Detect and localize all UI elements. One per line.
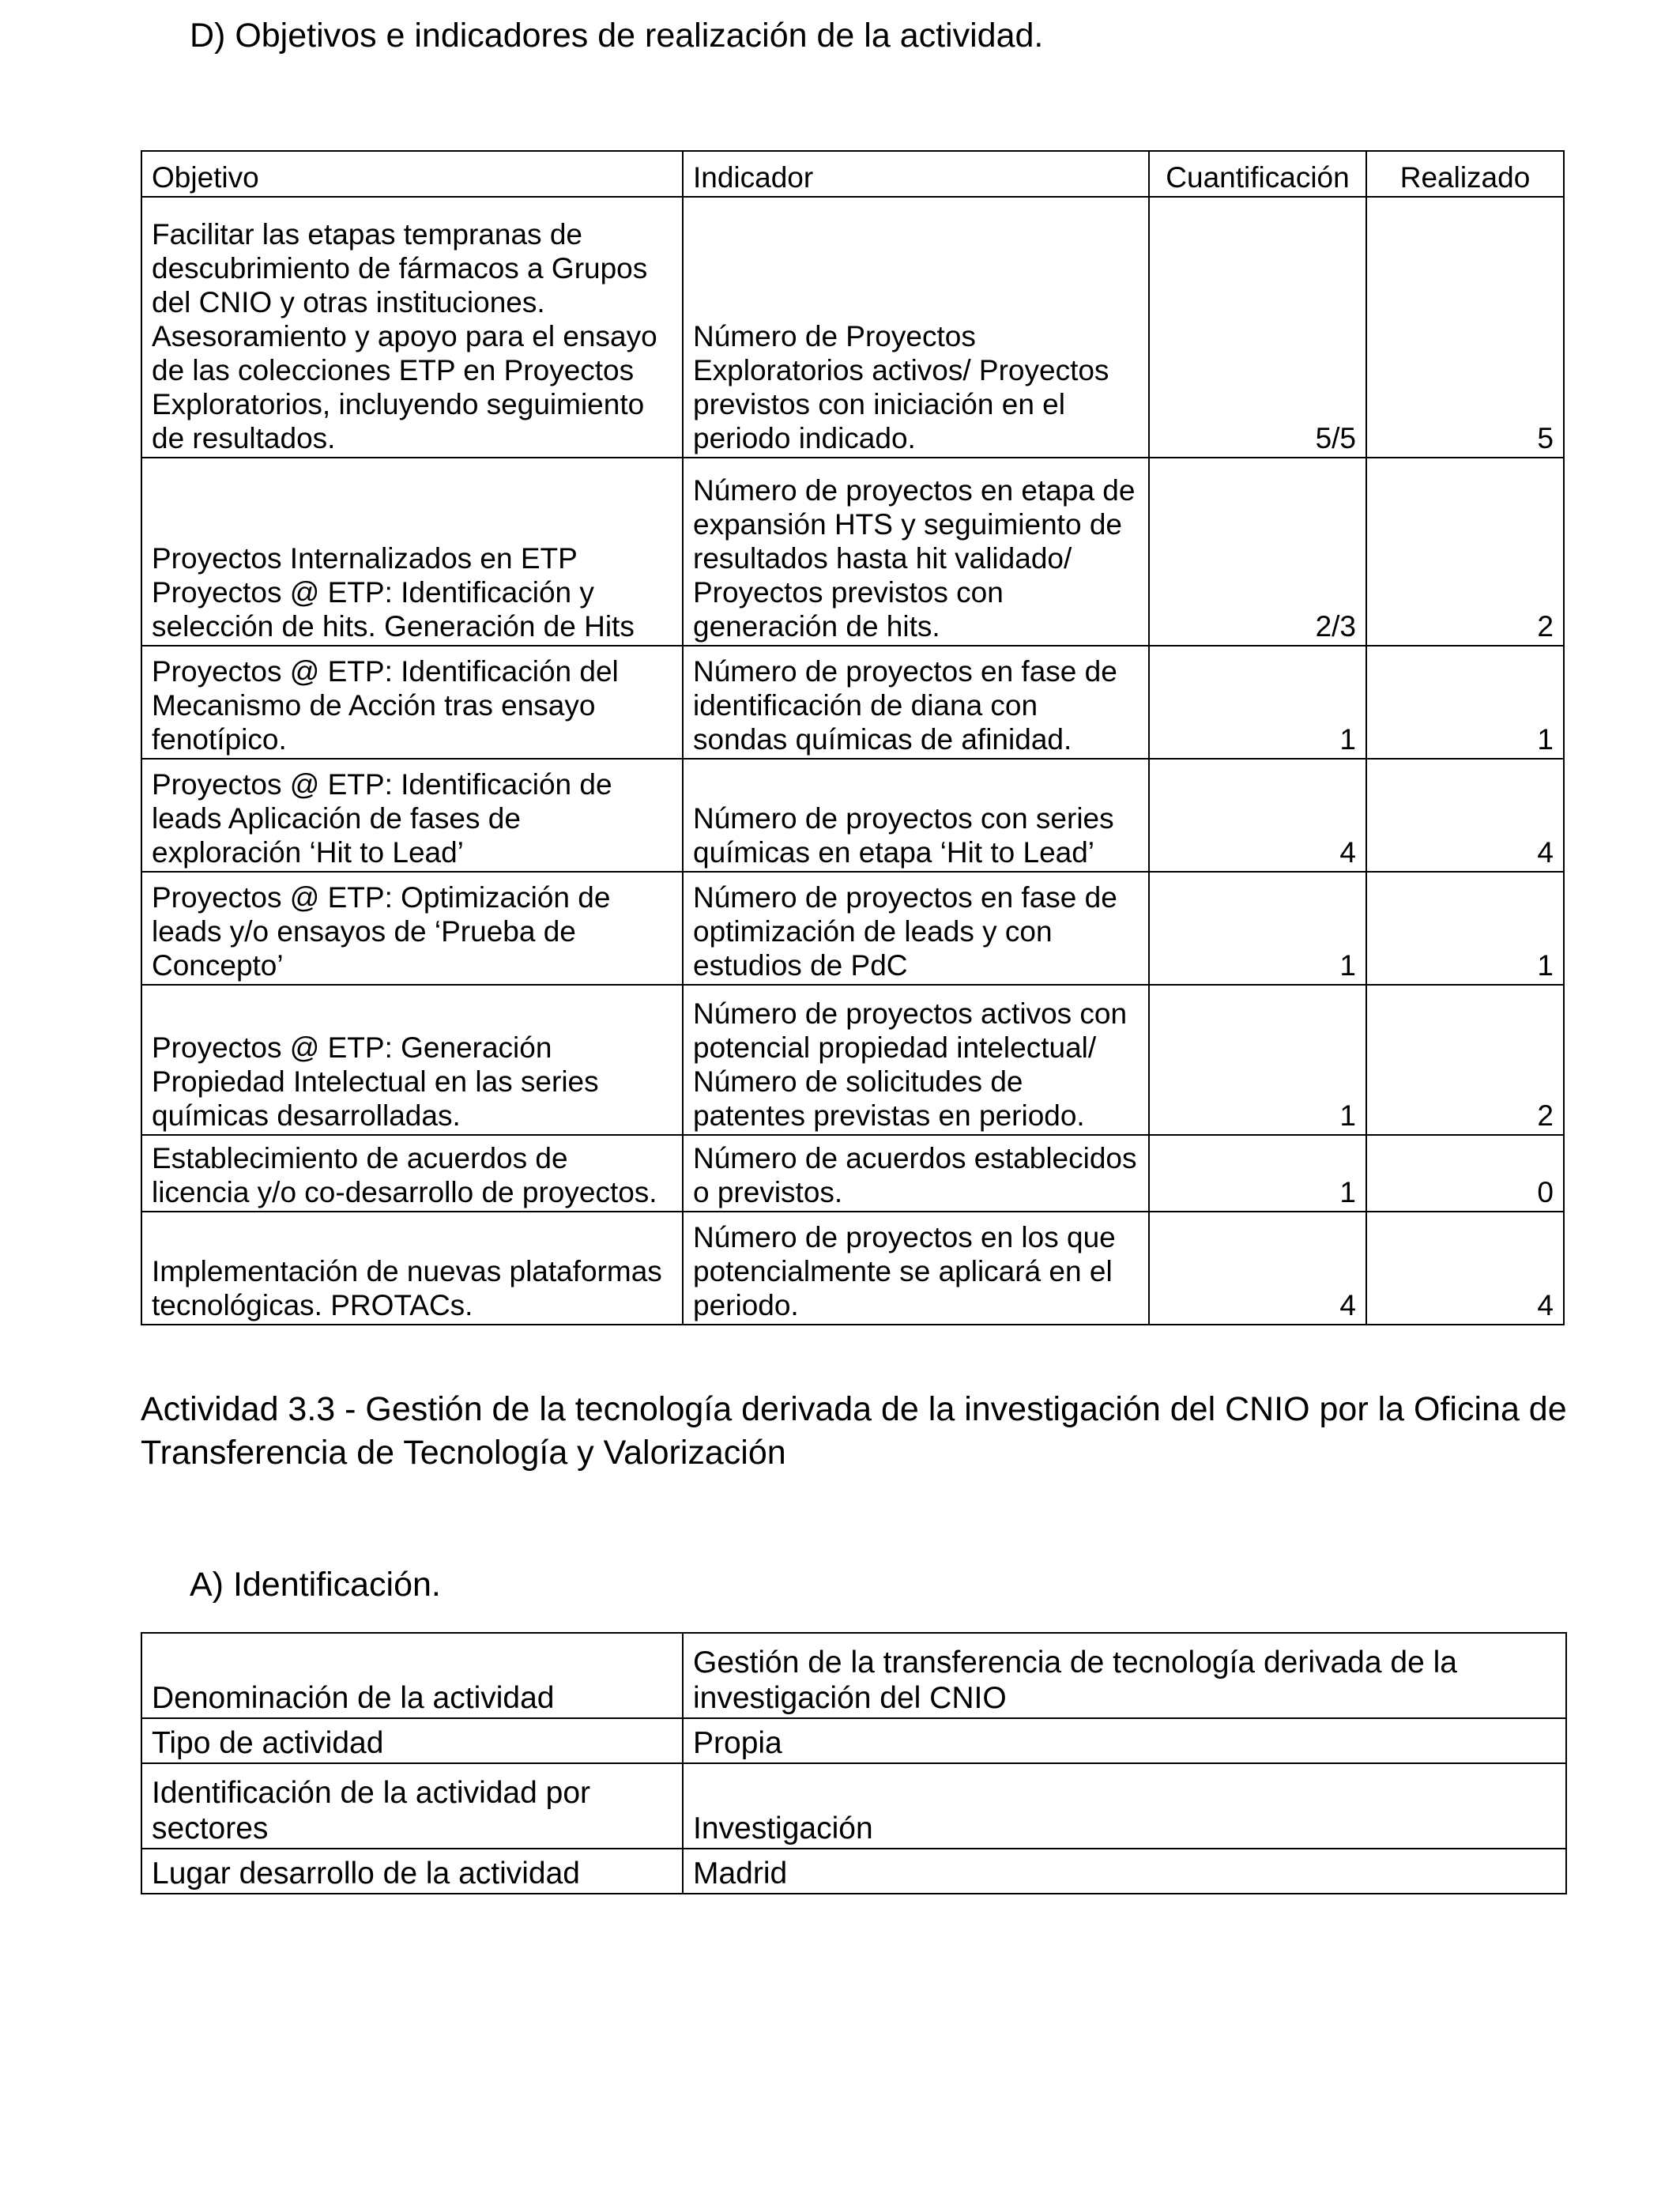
identification-value: Madrid bbox=[683, 1849, 1566, 1894]
identification-table bbox=[141, 1632, 1567, 1894]
objetivo-cell: Proyectos Internalizados en ETP Proyectos @ ETP: Identificación y selección de hits. Generación de Hits bbox=[141, 458, 683, 646]
cuantificacion-cell: 5/5 bbox=[1149, 197, 1366, 458]
realizado-cell: 2 bbox=[1366, 458, 1564, 646]
objetivo-cell: Facilitar las etapas tempranas de descubrimiento de fármacos a Grupos del CNIO y otras instituciones. Asesoramiento y apoyo para el ensayo de las colecciones ETP en Proyectos Exploratorios, incluyendo seguimiento de resultados. bbox=[141, 197, 683, 458]
table-row bbox=[141, 1135, 1564, 1212]
realizado-cell: 1 bbox=[1366, 872, 1564, 985]
table-row bbox=[141, 759, 1564, 872]
objectives-table bbox=[141, 150, 1565, 1325]
indicador-cell: Número de proyectos con series químicas en etapa ‘Hit to Lead’ bbox=[683, 759, 1149, 872]
objetivo-cell: Implementación de nuevas plataformas tecnológicas. PROTACs. bbox=[141, 1212, 683, 1325]
activity-title: Actividad 3.3 - Gestión de la tecnología derivada de la investigación del CNIO por la Oficina de Transferencia de Tecnología y Valorización bbox=[141, 1390, 1567, 1472]
identification-value: Investigación bbox=[683, 1763, 1566, 1849]
cuantificacion-cell: 4 bbox=[1149, 1212, 1366, 1325]
objetivo-cell: Proyectos @ ETP: Identificación del Mecanismo de Acción tras ensayo fenotípico. bbox=[141, 646, 683, 759]
indicador-cell: Número de proyectos activos con potencial propiedad intelectual/ Número de solicitudes de patentes previstas en periodo. bbox=[683, 985, 1149, 1135]
cuantificacion-cell: 1 bbox=[1149, 1135, 1366, 1212]
section-a-title: A) Identificación. bbox=[190, 1566, 441, 1604]
objetivo-cell: Proyectos @ ETP: Generación Propiedad Intelectual en las series químicas desarrolladas. bbox=[141, 985, 683, 1135]
header-objetivo: Objetivo bbox=[141, 151, 683, 197]
identification-value: Gestión de la transferencia de tecnología derivada de la investigación del CNIO bbox=[683, 1633, 1566, 1718]
table-row bbox=[141, 458, 1564, 646]
table-row bbox=[141, 197, 1564, 458]
realizado-cell: 5 bbox=[1366, 197, 1564, 458]
table-row bbox=[141, 1633, 1566, 1718]
table-row bbox=[141, 872, 1564, 985]
table-row bbox=[141, 1849, 1566, 1894]
realizado-cell: 4 bbox=[1366, 759, 1564, 872]
indicador-cell: Número de proyectos en los que potencialmente se aplicará en el periodo. bbox=[683, 1212, 1149, 1325]
realizado-cell: 4 bbox=[1366, 1212, 1564, 1325]
indicador-cell: Número de acuerdos establecidos o previstos. bbox=[683, 1135, 1149, 1212]
header-realizado: Realizado bbox=[1366, 151, 1564, 197]
realizado-cell: 1 bbox=[1366, 646, 1564, 759]
cuantificacion-cell: 1 bbox=[1149, 872, 1366, 985]
objetivo-cell: Proyectos @ ETP: Optimización de leads y/o ensayos de ‘Prueba de Concepto’ bbox=[141, 872, 683, 985]
realizado-cell: 0 bbox=[1366, 1135, 1564, 1212]
cuantificacion-cell: 2/3 bbox=[1149, 458, 1366, 646]
identification-label: Tipo de actividad bbox=[141, 1718, 683, 1763]
objetivo-cell: Establecimiento de acuerdos de licencia y/o co-desarrollo de proyectos. bbox=[141, 1135, 683, 1212]
identification-label: Identificación de la actividad por sectores bbox=[141, 1763, 683, 1849]
cuantificacion-cell: 1 bbox=[1149, 646, 1366, 759]
table-row bbox=[141, 1718, 1566, 1763]
indicador-cell: Número de proyectos en etapa de expansión HTS y seguimiento de resultados hasta hit validado/ Proyectos previstos con generación de hits. bbox=[683, 458, 1149, 646]
objetivo-cell: Proyectos @ ETP: Identificación de leads Aplicación de fases de exploración ‘Hit to Lead’ bbox=[141, 759, 683, 872]
header-indicador: Indicador bbox=[683, 151, 1149, 197]
header-cuantificacion: Cuantificación bbox=[1149, 151, 1366, 197]
table-row bbox=[141, 985, 1564, 1135]
table-row bbox=[141, 1212, 1564, 1325]
realizado-cell: 2 bbox=[1366, 985, 1564, 1135]
table-row bbox=[141, 1763, 1566, 1849]
cuantificacion-cell: 4 bbox=[1149, 759, 1366, 872]
indicador-cell: Número de proyectos en fase de identificación de diana con sondas químicas de afinidad. bbox=[683, 646, 1149, 759]
table-row bbox=[141, 646, 1564, 759]
indicador-cell: Número de Proyectos Exploratorios activos/ Proyectos previstos con iniciación en el periodo indicado. bbox=[683, 197, 1149, 458]
identification-value: Propia bbox=[683, 1718, 1566, 1763]
identification-label: Denominación de la actividad bbox=[141, 1633, 683, 1718]
table-header-row bbox=[141, 151, 1564, 197]
identification-label: Lugar desarrollo de la actividad bbox=[141, 1849, 683, 1894]
section-d-title: D) Objetivos e indicadores de realización de la actividad. bbox=[190, 17, 1044, 55]
indicador-cell: Número de proyectos en fase de optimización de leads y con estudios de PdC bbox=[683, 872, 1149, 985]
cuantificacion-cell: 1 bbox=[1149, 985, 1366, 1135]
